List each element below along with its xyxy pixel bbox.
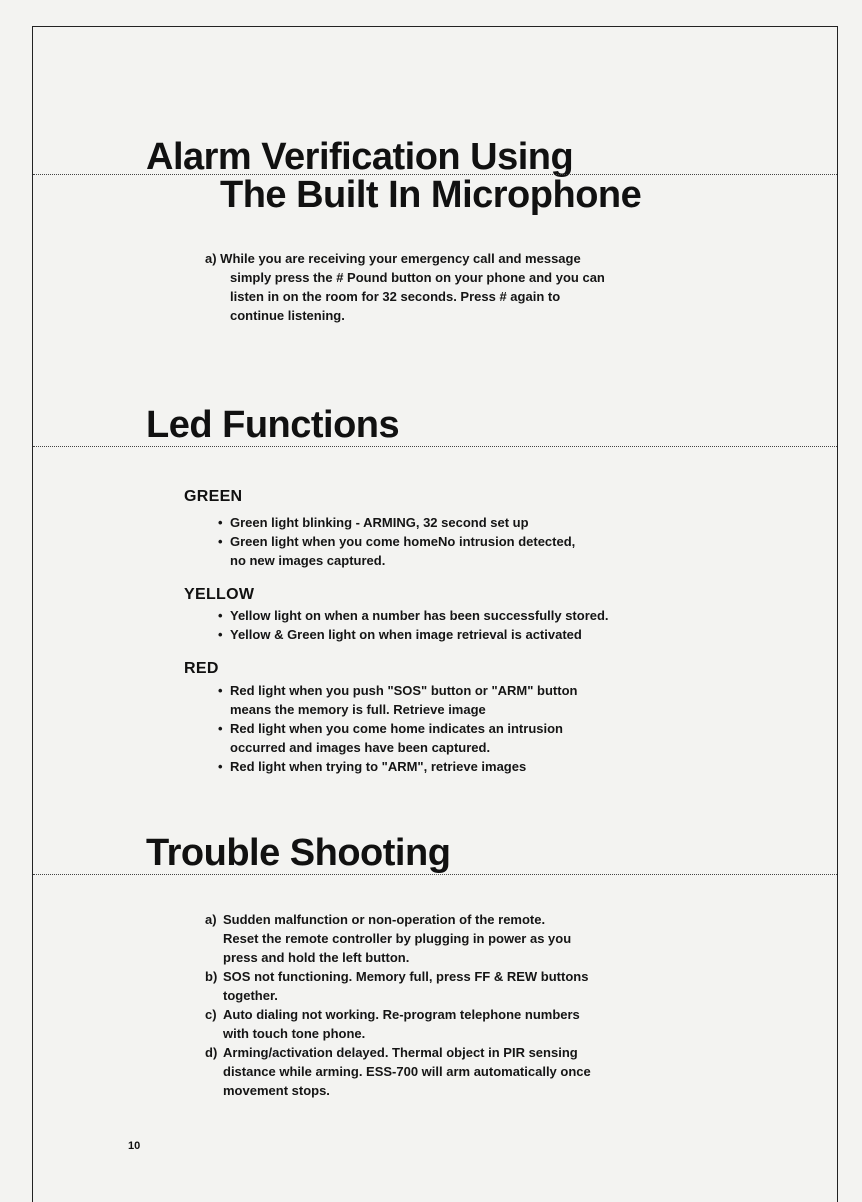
led-functions-title: Led Functions	[146, 404, 400, 446]
paragraph-line: simply press the # Pound button on your phone and you can	[230, 270, 605, 285]
list-item: • Red light when you come home indicates an intrusion occurred and images have been captured.	[218, 719, 577, 757]
section2-rule	[33, 446, 837, 447]
list-item: b) SOS not functioning. Memory full, press FF & REW buttons together.	[205, 969, 589, 1003]
paragraph-line: listen in on the room for 32 seconds. Press # again to	[230, 289, 561, 304]
alarm-verification-title-line2: The Built In Microphone	[220, 174, 642, 216]
trouble-shooting-title: Trouble Shooting	[146, 832, 451, 874]
list-item: a) Sudden malfunction or non-operation of the remote. Reset the remote controller by plugging in power as you press and hold the left button.	[205, 912, 572, 965]
list-item: • Green light blinking - ARMING, 32 second set up	[218, 513, 575, 532]
list-item: • Green light when you come homeNo intrusion detected, no new images captured.	[218, 532, 575, 570]
paragraph-line: a) While you are receiving your emergency call and message	[205, 251, 581, 266]
paragraph-line: continue listening.	[230, 308, 345, 323]
list-item: d) Arming/activation delayed. Thermal object in PIR sensing distance while arming. ESS-700 will arm automatically once movement stops.	[205, 1045, 591, 1098]
section3-rule	[33, 874, 837, 875]
list-item: • Red light when you push "SOS" button or "ARM" button means the memory is full. Retrieve image	[218, 681, 577, 719]
list-item: c) Auto dialing not working. Re-program telephone numbers with touch tone phone.	[205, 1007, 580, 1041]
microphone-paragraph	[205, 249, 605, 325]
trouble-shooting-list	[205, 910, 591, 1100]
list-item: • Yellow & Green light on when image retrieval is activated	[218, 625, 609, 644]
red-label: RED	[184, 660, 219, 677]
yellow-list	[218, 606, 609, 644]
yellow-label: YELLOW	[184, 586, 255, 603]
green-label: GREEN	[184, 488, 243, 505]
list-item: • Yellow light on when a number has been successfully stored.	[218, 606, 609, 625]
alarm-verification-title-line1: Alarm Verification Using	[146, 136, 574, 178]
page-number: 10	[128, 1140, 141, 1152]
list-item: • Red light when trying to "ARM", retrieve images	[218, 757, 577, 776]
red-list	[218, 681, 577, 776]
green-list	[218, 513, 575, 570]
